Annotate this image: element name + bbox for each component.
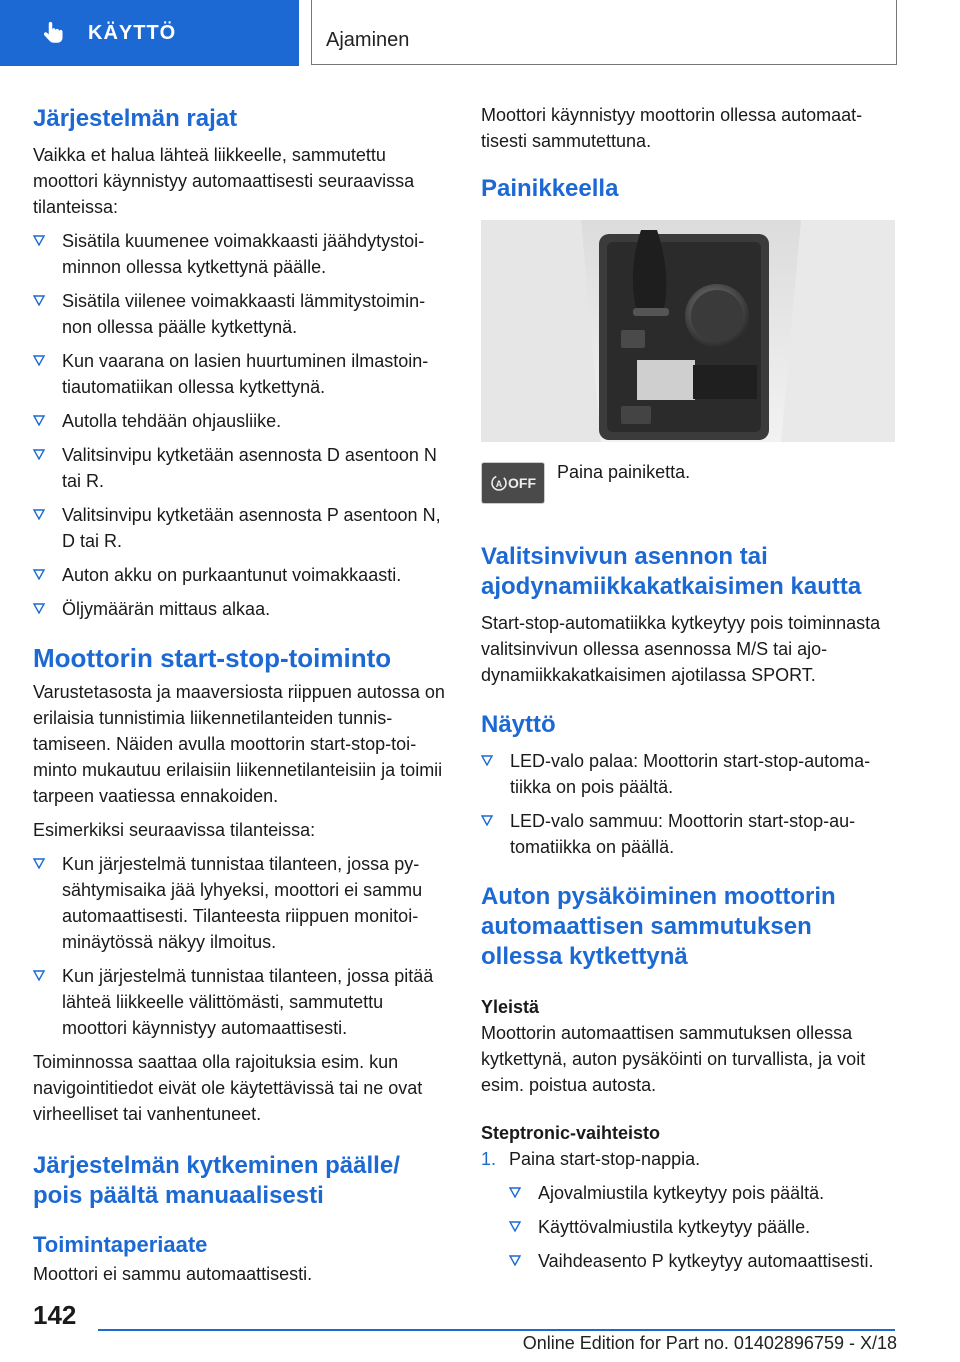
edition-footer: Online Edition for Part no. 01402896759 - X/18: [522, 1333, 897, 1353]
triangle-bullet-icon: [33, 509, 45, 520]
triangle-bullet-icon: [509, 1221, 521, 1232]
paragraph: Toiminnossa saattaa olla rajoituksia esim. kun navigointitiedot eivät ole käytettävissä tai ne ovat virheelliset tai vanhentuneet.: [33, 1052, 423, 1124]
paragraph: Start-stop-automatiikka kytkeytyy pois toiminnasta valitsinvivun ollessa asennossa M/S tai ajodynamiikkakatkaisimen ajotilassa SPORT.: [481, 613, 881, 685]
heading-system-limits: Järjestelmän rajat: [33, 105, 238, 132]
bullet-list: [481, 748, 897, 860]
hand-pointer-icon: [40, 19, 68, 47]
heading-start-stop: Moottorin start-stop-toiminto: [33, 643, 392, 673]
paragraph: Varustetasosta ja maaversiosta riippuen autossa on erilaisia tunnistimia liikennetilanteiden tunnistamiseen. Näiden avulla moottorin start-stop-toiminto mukautuu erilaisiin liikennetilanteisiin ja toimii tarpeen vaatiessa ennakoiden.: [33, 682, 445, 806]
numbered-item: [481, 1146, 897, 1274]
triangle-bullet-icon: [509, 1187, 521, 1198]
center-console-photo: [481, 220, 895, 442]
heading-selector-lever: Valitsinvivun asennon tai ajodynamiikkakatkaisimen kautta: [481, 543, 862, 600]
paragraph: Vaikka et halua lähteä liikkeelle, sammutettu moottori käynnistyy automaattisesti seuraavissa tilanteissa:: [33, 145, 415, 217]
heading-principle: Toimintaperiaate: [33, 1232, 208, 1257]
list-item: Kun järjestelmä tunnistaa tilanteen, jossa pysähtymisaika jää lyhyeksi, moottori ei sammu automaattisesti. Tilanteesta riippuen monitoiminäytössä näkyy ilmoitus.: [33, 851, 449, 955]
list-item: Ajovalmiustila kytkeytyy pois päältä.: [509, 1180, 897, 1206]
list-item: Öljymäärän mittaus alkaa.: [33, 596, 449, 622]
paragraph: Paina painiketta.: [557, 462, 691, 482]
section-title: Ajaminen: [326, 29, 410, 51]
heading-display: Näyttö: [481, 711, 556, 738]
list-item: LED-valo sammuu: Moottorin start-stop-automatiikka on päällä.: [481, 808, 897, 860]
numbered-list: [481, 1146, 897, 1274]
triangle-bullet-icon: [33, 295, 45, 306]
paragraph: Moottorin automaattisen sammutuksen ollessa kytkettynä, auton pysäköinti on turvallista, ja voit esim. poistua autosta.: [481, 1023, 866, 1095]
off-button-row: [481, 462, 897, 504]
list-item: Valitsinvipu kytketään asennosta D asentoon N tai R.: [33, 442, 449, 494]
bullet-list: [509, 1180, 897, 1274]
list-item: Sisätila viilenee voimakkaasti lämmitystoiminnon ollessa päälle kytkettynä.: [33, 288, 449, 340]
list-item: Sisätila kuumenee voimakkaasti jäähdytystoiminnon ollessa kytkettynä päälle.: [33, 228, 449, 280]
left-column: [33, 100, 449, 1287]
list-item: Auton akku on purkaantunut voimakkaasti.: [33, 562, 449, 588]
subheading-general: Yleistä: [481, 997, 540, 1017]
subheading-steptronic: Steptronic-vaihteisto: [481, 1123, 661, 1143]
step-text: Paina start-stop-nappia.: [509, 1149, 701, 1169]
triangle-bullet-icon: [481, 815, 493, 826]
triangle-bullet-icon: [33, 235, 45, 246]
triangle-bullet-icon: [509, 1255, 521, 1266]
list-item: Kun vaarana on lasien huurtuminen ilmastointiautomatiikan ollessa kytkettynä.: [33, 348, 449, 400]
triangle-bullet-icon: [33, 569, 45, 580]
bullet-list: [33, 228, 449, 622]
off-label: OFF: [508, 475, 536, 491]
list-item: Valitsinvipu kytketään asennosta P asentoon N, D tai R.: [33, 502, 449, 554]
chapter-tab[interactable]: [0, 0, 299, 66]
triangle-bullet-icon: [33, 415, 45, 426]
page-number: 142: [33, 1300, 77, 1330]
footer-divider: [98, 1329, 895, 1331]
auto-start-stop-off-button[interactable]: [481, 462, 545, 504]
paragraph: Esimerkiksi seuraavissa tilanteissa:: [33, 820, 316, 840]
triangle-bullet-icon: [33, 355, 45, 366]
list-item: Kun järjestelmä tunnistaa tilanteen, jossa pitää lähteä liikkeelle välittömästi, sammutettu moottori käynnistyy automaattisesti.: [33, 963, 449, 1041]
heading-parking: Auton pysäköiminen moottorin automaattisen sammutuksen ollessa kytkettynä: [481, 883, 836, 970]
list-item: LED-valo palaa: Moottorin start-stop-automatiikka on pois päältä.: [481, 748, 897, 800]
list-item: Vaihdeasento P kytkeytyy automaattisesti.: [509, 1248, 897, 1274]
console-illustration: [481, 220, 895, 442]
section-header: [311, 0, 897, 65]
heading-by-button: Painikkeella: [481, 175, 619, 202]
step-number: 1.: [481, 1149, 497, 1169]
right-column: [481, 100, 897, 1274]
paragraph: Moottori käynnistyy moottorin ollessa automaattisesti sammutettuna.: [481, 105, 863, 151]
triangle-bullet-icon: [33, 858, 45, 869]
triangle-bullet-icon: [33, 970, 45, 981]
list-item: Käyttövalmiustila kytkeytyy päälle.: [509, 1214, 897, 1240]
chapter-tab-label: KÄYTTÖ: [88, 21, 177, 44]
bullet-list: [33, 851, 449, 1041]
paragraph: Moottori ei sammu automaattisesti.: [33, 1264, 313, 1284]
svg-text:A: A: [495, 479, 503, 489]
heading-manual-switch: Järjestelmän kytkeminen päälle/ pois päältä manuaalisesti: [33, 1152, 400, 1209]
triangle-bullet-icon: [33, 603, 45, 614]
start-stop-a-icon: [490, 474, 508, 492]
triangle-bullet-icon: [481, 755, 493, 766]
triangle-bullet-icon: [33, 449, 45, 460]
list-item: Autolla tehdään ohjausliike.: [33, 408, 449, 434]
